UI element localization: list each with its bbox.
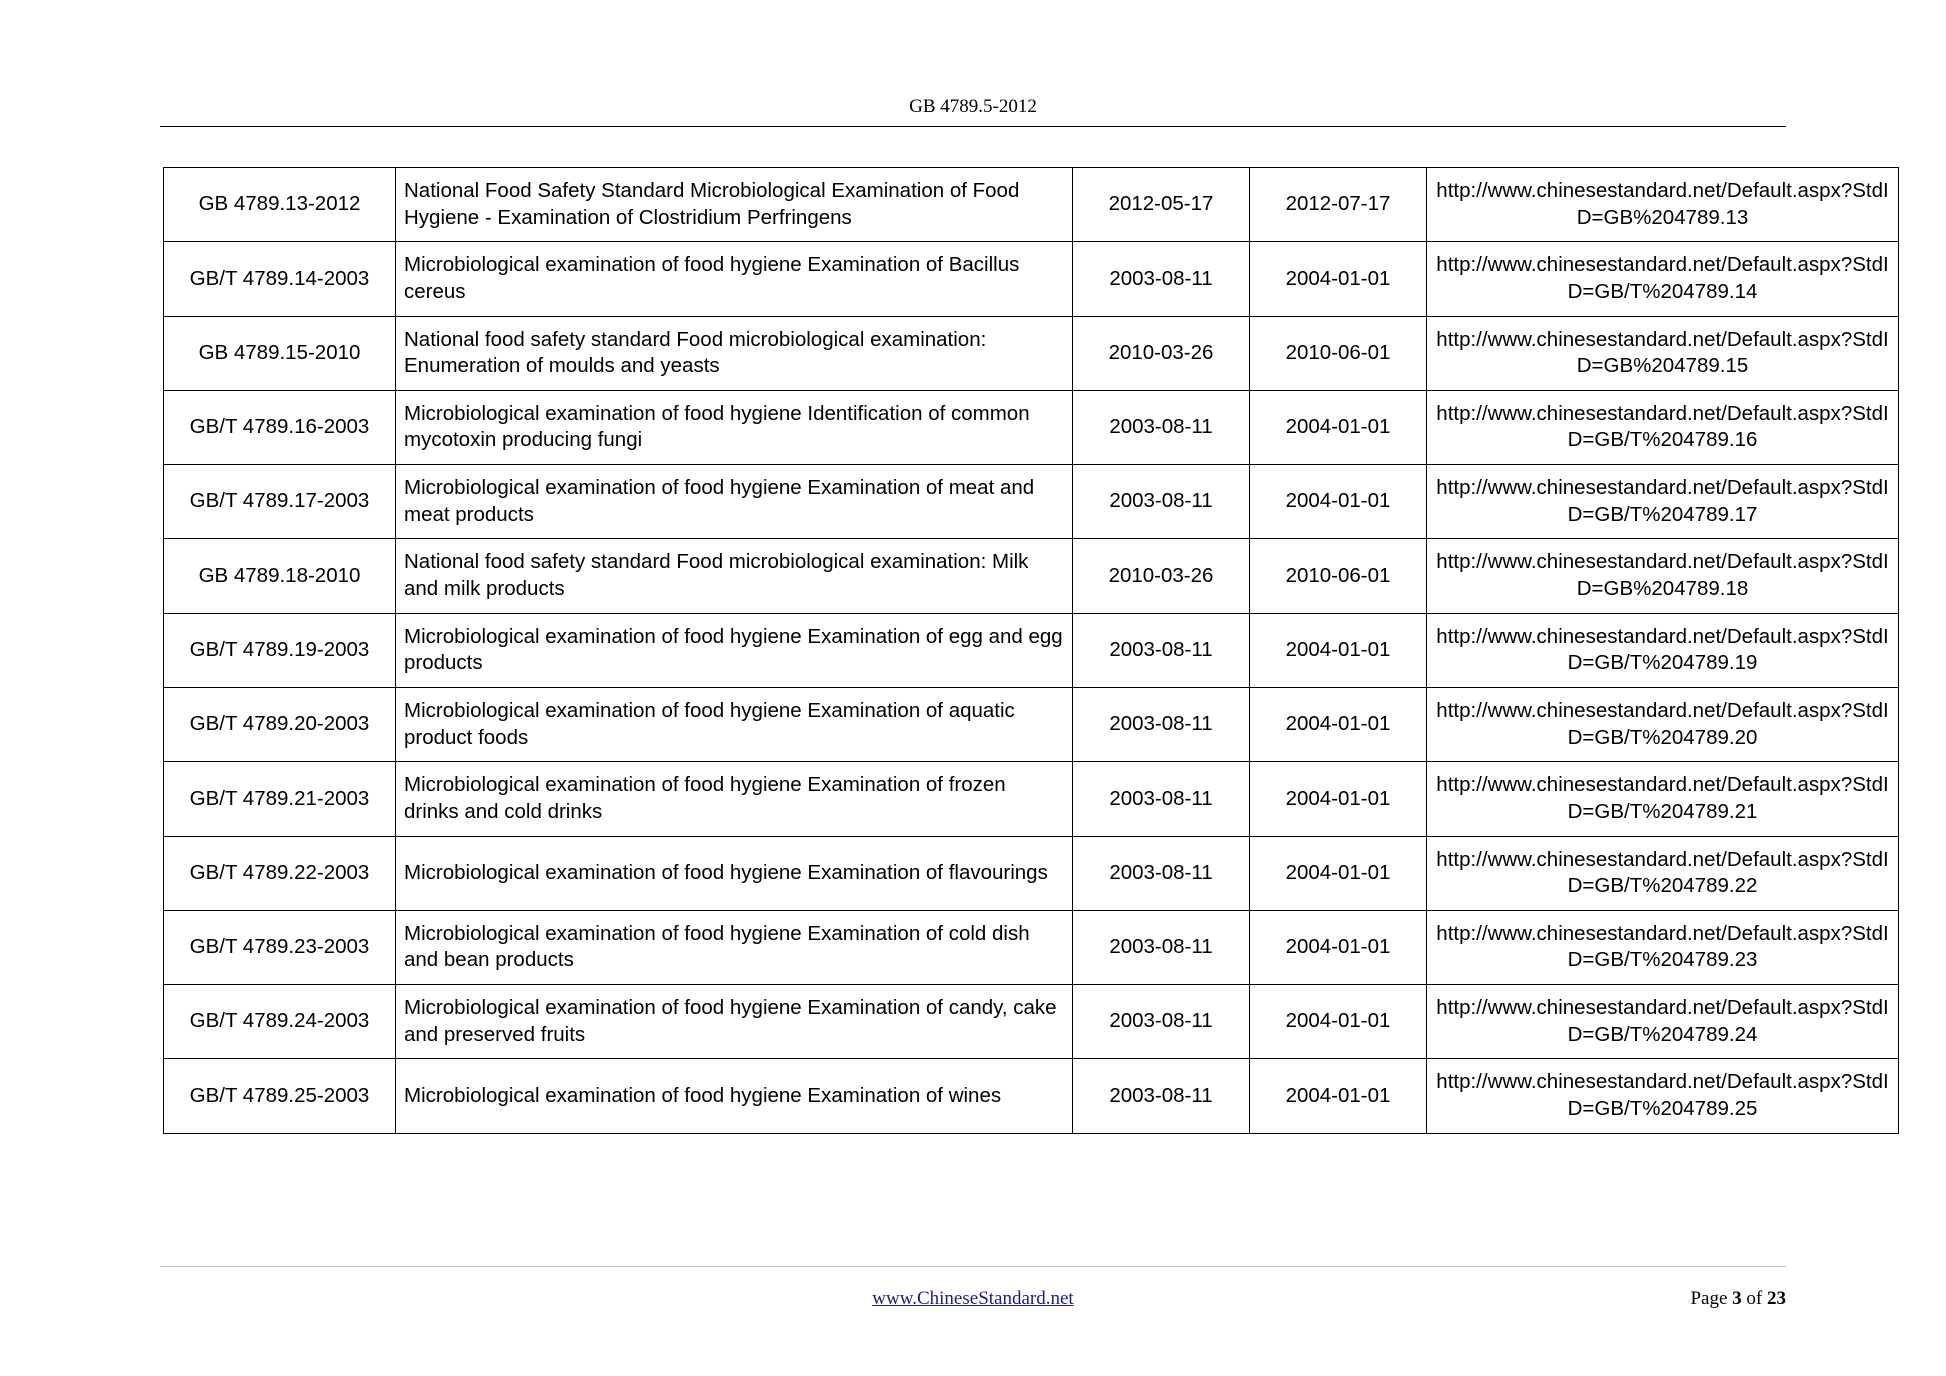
issued-date-cell: 2003-08-11 xyxy=(1073,910,1250,984)
standard-title-cell: Microbiological examination of food hygiene Examination of frozen drinks and cold drinks xyxy=(396,762,1073,836)
effective-date-cell: 2012-07-17 xyxy=(1250,168,1427,242)
standard-link-cell[interactable]: http://www.chinesestandard.net/Default.aspx?StdID=GB/T%204789.17 xyxy=(1427,465,1899,539)
table-row xyxy=(164,836,1899,910)
standards-table xyxy=(163,167,1899,1134)
header-divider xyxy=(160,126,1786,127)
standard-title-cell: National food safety standard Food microbiological examination: Milk and milk products xyxy=(396,539,1073,613)
effective-date-cell: 2004-01-01 xyxy=(1250,1059,1427,1133)
standard-code-cell: GB/T 4789.19-2003 xyxy=(164,613,396,687)
table-row xyxy=(164,390,1899,464)
issued-date-cell: 2010-03-26 xyxy=(1073,539,1250,613)
effective-date-cell: 2004-01-01 xyxy=(1250,242,1427,316)
standard-link-cell[interactable]: http://www.chinesestandard.net/Default.aspx?StdID=GB%204789.18 xyxy=(1427,539,1899,613)
standard-link-cell[interactable]: http://www.chinesestandard.net/Default.aspx?StdID=GB/T%204789.23 xyxy=(1427,910,1899,984)
effective-date-cell: 2004-01-01 xyxy=(1250,985,1427,1059)
table-row xyxy=(164,168,1899,242)
table-row xyxy=(164,465,1899,539)
standard-title-cell: Microbiological examination of food hygiene Examination of egg and egg products xyxy=(396,613,1073,687)
standard-code-cell: GB/T 4789.23-2003 xyxy=(164,910,396,984)
standard-title-cell: Microbiological examination of food hygiene Examination of meat and meat products xyxy=(396,465,1073,539)
effective-date-cell: 2010-06-01 xyxy=(1250,316,1427,390)
footer-divider xyxy=(160,1266,1786,1267)
table-row xyxy=(164,613,1899,687)
issued-date-cell: 2003-08-11 xyxy=(1073,390,1250,464)
standard-link-cell[interactable]: http://www.chinesestandard.net/Default.aspx?StdID=GB%204789.15 xyxy=(1427,316,1899,390)
effective-date-cell: 2004-01-01 xyxy=(1250,687,1427,761)
standard-link-cell[interactable]: http://www.chinesestandard.net/Default.aspx?StdID=GB/T%204789.14 xyxy=(1427,242,1899,316)
standard-code-cell: GB/T 4789.14-2003 xyxy=(164,242,396,316)
effective-date-cell: 2004-01-01 xyxy=(1250,762,1427,836)
standards-table-body xyxy=(164,168,1899,1134)
footer-site xyxy=(0,1288,1946,1310)
issued-date-cell: 2003-08-11 xyxy=(1073,242,1250,316)
standard-code-cell: GB/T 4789.21-2003 xyxy=(164,762,396,836)
standard-link-cell[interactable]: http://www.chinesestandard.net/Default.aspx?StdID=GB/T%204789.25 xyxy=(1427,1059,1899,1133)
table-row xyxy=(164,762,1899,836)
issued-date-cell: 2003-08-11 xyxy=(1073,613,1250,687)
issued-date-cell: 2010-03-26 xyxy=(1073,316,1250,390)
table-row xyxy=(164,985,1899,1059)
standard-link-cell[interactable]: http://www.chinesestandard.net/Default.aspx?StdID=GB/T%204789.24 xyxy=(1427,985,1899,1059)
effective-date-cell: 2004-01-01 xyxy=(1250,613,1427,687)
standard-code-cell: GB 4789.15-2010 xyxy=(164,316,396,390)
issued-date-cell: 2012-05-17 xyxy=(1073,168,1250,242)
effective-date-cell: 2004-01-01 xyxy=(1250,465,1427,539)
standard-code-cell: GB/T 4789.20-2003 xyxy=(164,687,396,761)
standard-title-cell: Microbiological examination of food hygiene Examination of candy, cake and preserved fruits xyxy=(396,985,1073,1059)
standard-title-cell: Microbiological examination of food hygiene Examination of flavourings xyxy=(396,836,1073,910)
issued-date-cell: 2003-08-11 xyxy=(1073,985,1250,1059)
effective-date-cell: 2004-01-01 xyxy=(1250,910,1427,984)
page-mid-label: of xyxy=(1741,1288,1767,1309)
standard-title-cell: Microbiological examination of food hygiene Examination of Bacillus cereus xyxy=(396,242,1073,316)
standard-code-cell: GB/T 4789.22-2003 xyxy=(164,836,396,910)
standard-link-cell[interactable]: http://www.chinesestandard.net/Default.aspx?StdID=GB/T%204789.22 xyxy=(1427,836,1899,910)
page-total-number: 23 xyxy=(1767,1288,1786,1309)
issued-date-cell: 2003-08-11 xyxy=(1073,836,1250,910)
standard-code-cell: GB/T 4789.17-2003 xyxy=(164,465,396,539)
standard-link-cell[interactable]: http://www.chinesestandard.net/Default.aspx?StdID=GB/T%204789.21 xyxy=(1427,762,1899,836)
table-row xyxy=(164,242,1899,316)
issued-date-cell: 2003-08-11 xyxy=(1073,1059,1250,1133)
table-row xyxy=(164,539,1899,613)
standard-title-cell: Microbiological examination of food hygiene Examination of wines xyxy=(396,1059,1073,1133)
standards-table-container xyxy=(163,167,1889,1134)
page-header-title: GB 4789.5-2012 xyxy=(909,96,1037,117)
standard-title-cell: National Food Safety Standard Microbiological Examination of Food Hygiene - Examination of Clostridium Perfringens xyxy=(396,168,1073,242)
standard-code-cell: GB/T 4789.25-2003 xyxy=(164,1059,396,1133)
table-row xyxy=(164,1059,1899,1133)
standard-link-cell[interactable]: http://www.chinesestandard.net/Default.aspx?StdID=GB/T%204789.19 xyxy=(1427,613,1899,687)
standard-title-cell: Microbiological examination of food hygiene Identification of common mycotoxin producing fungi xyxy=(396,390,1073,464)
issued-date-cell: 2003-08-11 xyxy=(1073,687,1250,761)
standard-title-cell: National food safety standard Food microbiological examination: Enumeration of moulds and yeasts xyxy=(396,316,1073,390)
standard-code-cell: GB 4789.13-2012 xyxy=(164,168,396,242)
standard-link-cell[interactable]: http://www.chinesestandard.net/Default.aspx?StdID=GB/T%204789.16 xyxy=(1427,390,1899,464)
footer-page-number xyxy=(1690,1288,1786,1310)
footer-site-link[interactable]: www.ChineseStandard.net xyxy=(872,1288,1074,1309)
effective-date-cell: 2010-06-01 xyxy=(1250,539,1427,613)
page-current-number: 3 xyxy=(1732,1288,1742,1309)
standard-code-cell: GB/T 4789.24-2003 xyxy=(164,985,396,1059)
standard-title-cell: Microbiological examination of food hygiene Examination of cold dish and bean products xyxy=(396,910,1073,984)
page-prefix-label: Page xyxy=(1690,1288,1733,1309)
table-row xyxy=(164,687,1899,761)
issued-date-cell: 2003-08-11 xyxy=(1073,762,1250,836)
standard-code-cell: GB/T 4789.16-2003 xyxy=(164,390,396,464)
table-row xyxy=(164,910,1899,984)
effective-date-cell: 2004-01-01 xyxy=(1250,390,1427,464)
issued-date-cell: 2003-08-11 xyxy=(1073,465,1250,539)
standard-link-cell[interactable]: http://www.chinesestandard.net/Default.aspx?StdID=GB%204789.13 xyxy=(1427,168,1899,242)
standard-title-cell: Microbiological examination of food hygiene Examination of aquatic product foods xyxy=(396,687,1073,761)
standard-link-cell[interactable]: http://www.chinesestandard.net/Default.aspx?StdID=GB/T%204789.20 xyxy=(1427,687,1899,761)
effective-date-cell: 2004-01-01 xyxy=(1250,836,1427,910)
table-row xyxy=(164,316,1899,390)
standard-code-cell: GB 4789.18-2010 xyxy=(164,539,396,613)
